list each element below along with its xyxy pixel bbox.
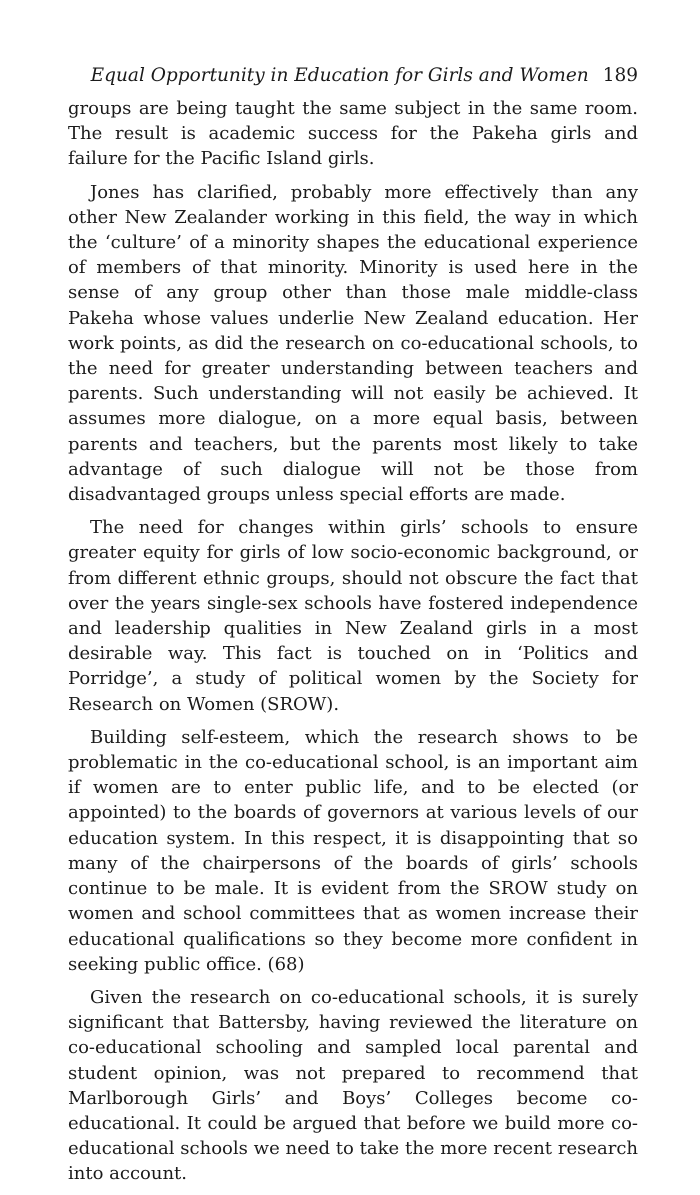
paragraph-girls-schools: The need for changes within girls’ schools to ensure greater equity for girls of low socio-economic background, or from different ethnic groups, should not obscure the fact that over the years single-sex schools have fostered independence and leadership qualities in New Zealand girls in a most desirable way. This fact is touched on in ‘Politics and Porridge’, a study of political women by the Society for Research on Women (SROW). <box>68 517 638 715</box>
page-number: 189 <box>602 65 638 86</box>
running-title: Equal Opportunity in Education for Girls and Women <box>90 65 589 86</box>
body-text <box>68 96 638 1187</box>
running-head <box>68 62 638 90</box>
paragraph-jones: Jones has clarified, probably more effectively than any other New Zealander working in this field, the way in which the ‘culture’ of a minority shapes the educational experience of members of that minority. Minority is used here in the sense of any group other than those male middle-class Pakeha whose values underlie New Zealand education. Her work points, as did the research on co-educational schools, to the need for greater understanding between teachers and parents. Such understanding will not easily be achieved. It assumes more dialogue, on a more equal basis, between parents and teachers, but the parents most likely to take advantage of such dialogue will not be those from disadvantaged groups unless special efforts are made. <box>68 181 638 506</box>
paragraph-battersby: Given the research on co-educational schools, it is surely significant that Battersby, having reviewed the literature on co-educational schooling and sampled local parental and student opinion, was not prepared to recommend that Marlborough Girls’ and Boys’ Colleges become co-educational. It could be argued that before we build more co-educational schools we need to take the more recent research into account. <box>68 986 638 1185</box>
paragraph-continued: groups are being taught the same subject in the same room. The result is academic success for the Pakeha girls and failure for the Pacific Island girls. <box>68 98 638 170</box>
paragraph-self-esteem: Building self-esteem, which the research shows to be problematic in the co-educational school, is an important aim if women are to enter public life, and to be elected (or appointed) to the boards of governors at various levels of our education system. In this respect, it is disappointing that so many of the chairpersons of the boards of girls’ schools continue to be male. It is evident from the SROW study on women and school committees that as women increase their educational qualifications so they become more confident in seeking public office. (68) <box>68 726 638 975</box>
book-page <box>68 62 638 1195</box>
